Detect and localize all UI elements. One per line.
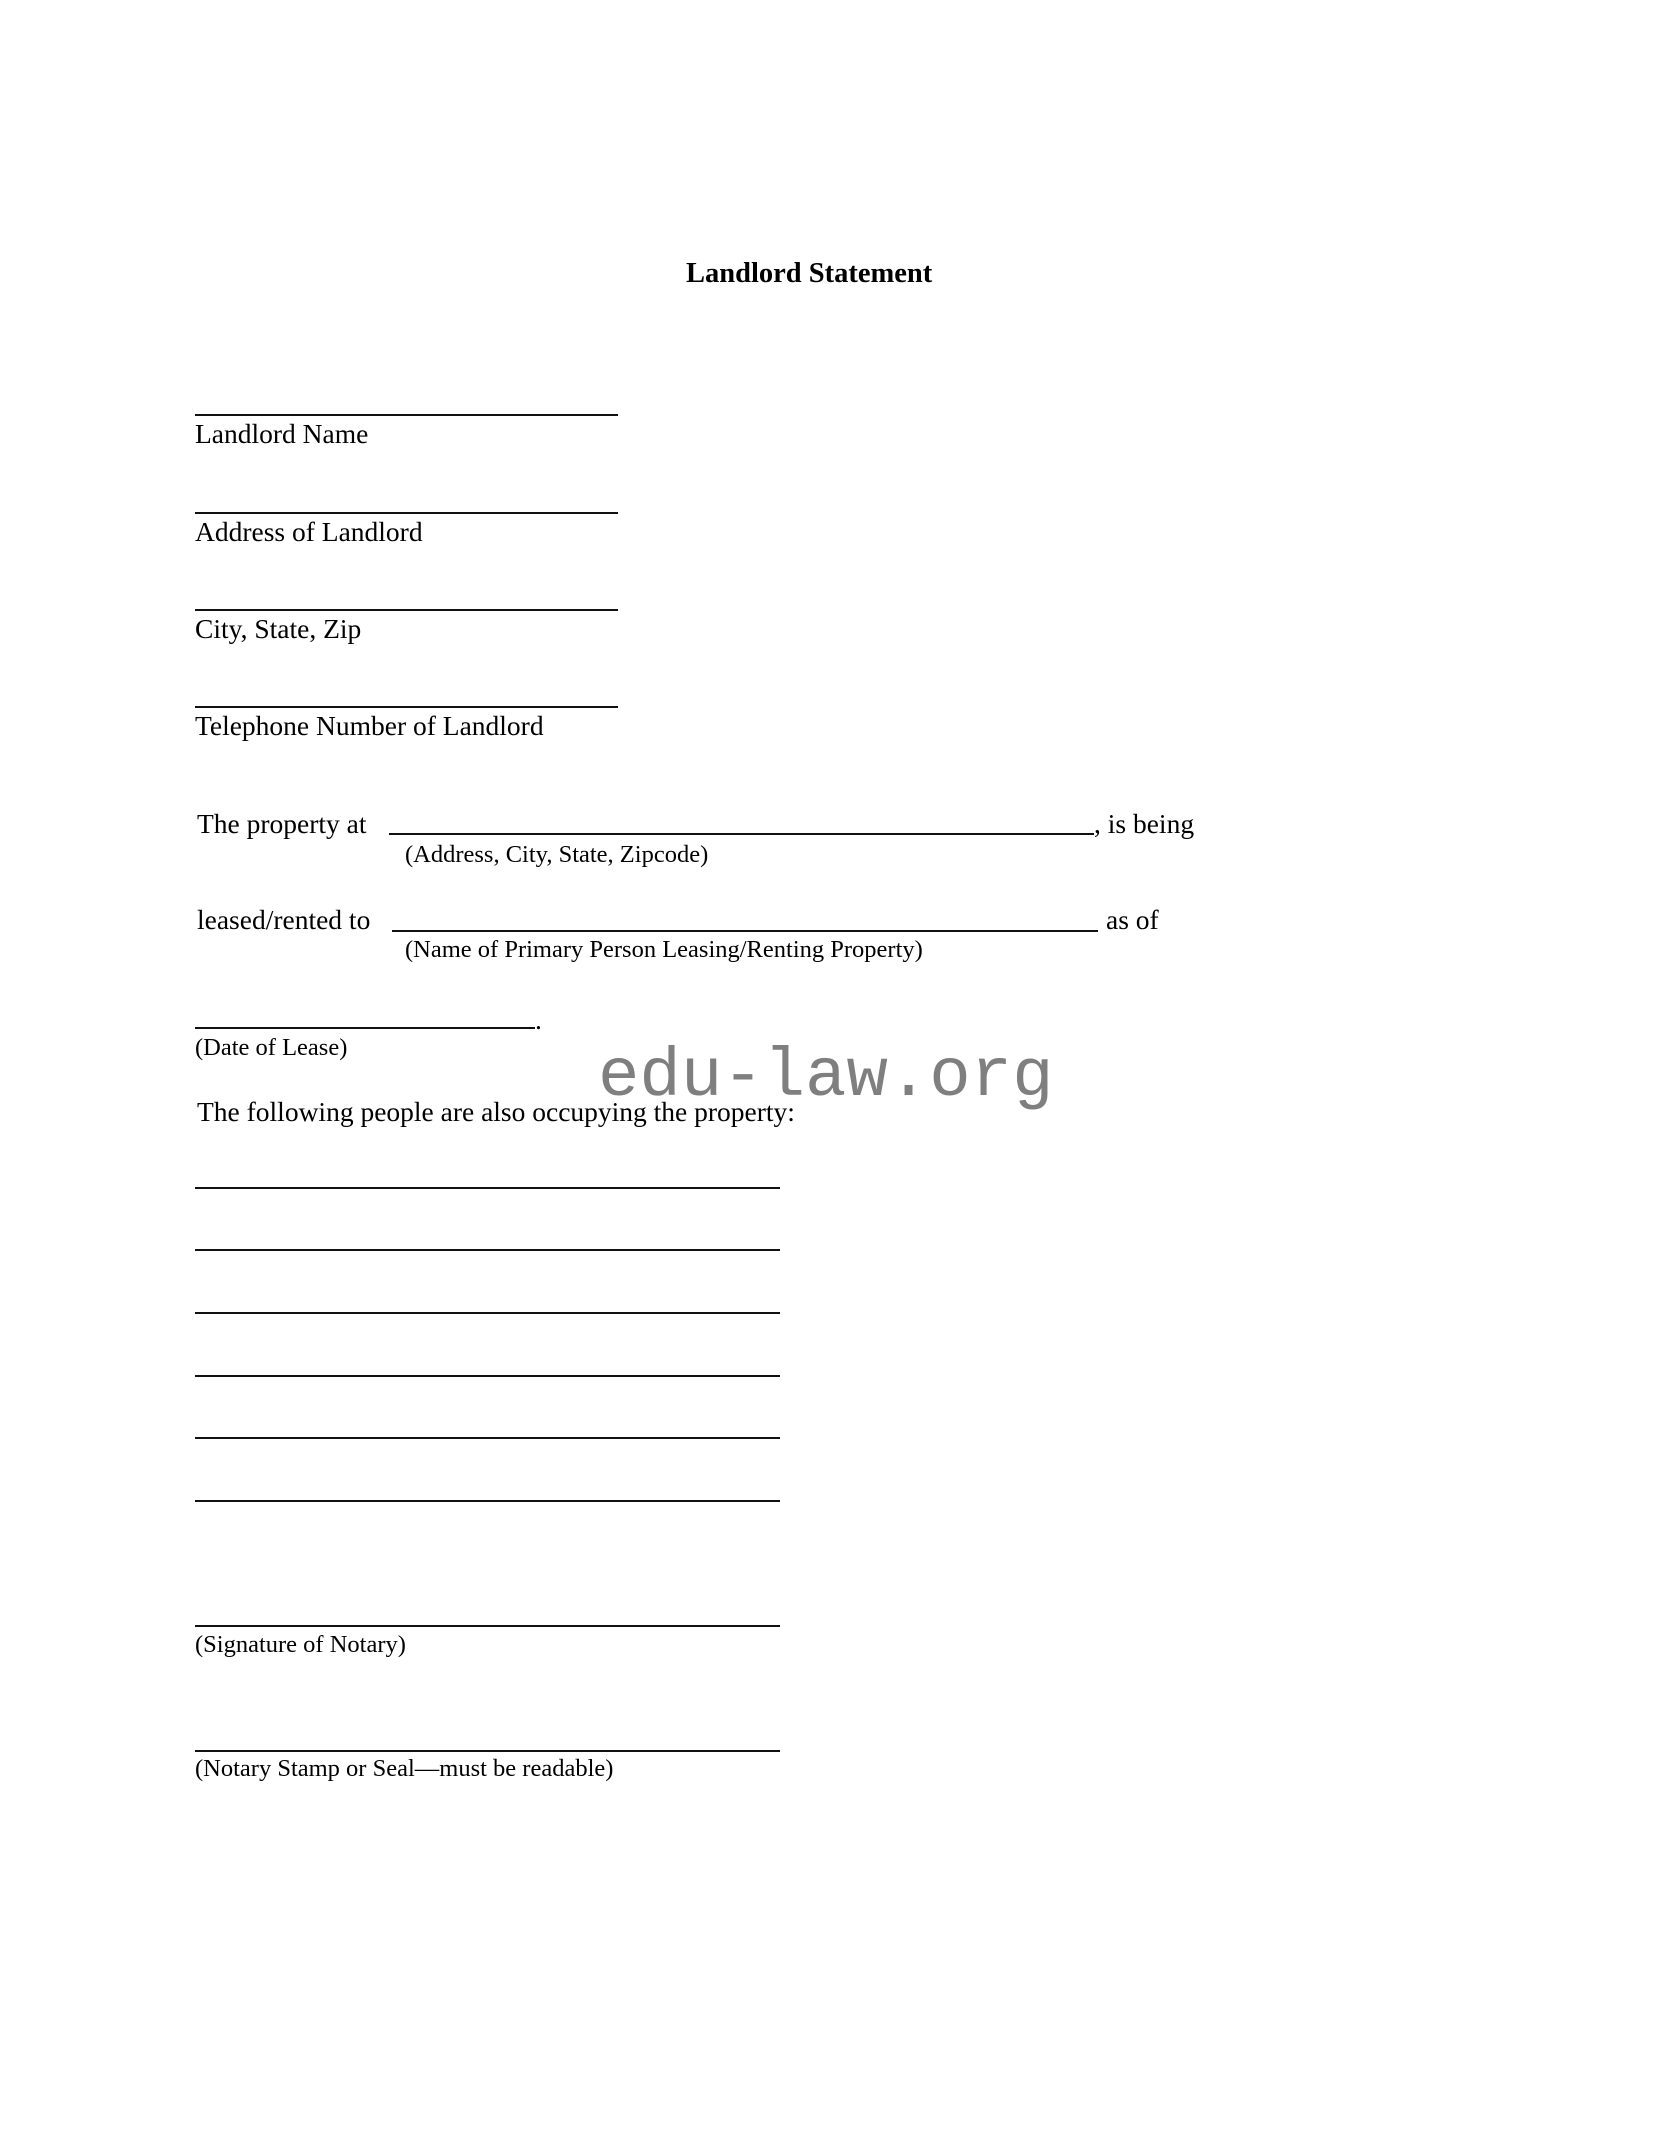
- lease-date-period: .: [535, 1004, 542, 1035]
- landlord-name-field[interactable]: [195, 414, 618, 416]
- landlord-city-state-zip-label: City, State, Zip: [195, 613, 362, 644]
- property-address-field[interactable]: [389, 833, 1094, 835]
- tenant-prefix: leased/rented to: [197, 904, 371, 935]
- landlord-phone-field[interactable]: [195, 706, 618, 708]
- landlord-city-state-zip-field[interactable]: [195, 609, 618, 611]
- notary-signature-label: (Signature of Notary): [195, 1631, 406, 1658]
- property-suffix: , is being: [1094, 808, 1195, 839]
- landlord-address-field[interactable]: [195, 512, 618, 514]
- property-address-hint: (Address, City, State, Zipcode): [405, 841, 709, 868]
- document-title: Landlord Statement: [686, 258, 933, 289]
- lease-date-field[interactable]: [195, 1027, 535, 1029]
- notary-stamp-field[interactable]: [195, 1750, 780, 1752]
- tenant-suffix: as of: [1106, 904, 1159, 935]
- occupant-line-4[interactable]: [195, 1375, 780, 1377]
- landlord-name-label: Landlord Name: [195, 418, 369, 449]
- occupant-line-2[interactable]: [195, 1249, 780, 1251]
- notary-stamp-label: (Notary Stamp or Seal—must be readable): [195, 1755, 614, 1782]
- notary-signature-field[interactable]: [195, 1625, 780, 1627]
- occupant-line-1[interactable]: [195, 1187, 780, 1189]
- property-prefix: The property at: [197, 808, 367, 839]
- occupant-line-5[interactable]: [195, 1437, 780, 1439]
- occupant-line-6[interactable]: [195, 1500, 780, 1502]
- occupants-heading: The following people are also occupying the property:: [197, 1096, 795, 1127]
- tenant-name-field[interactable]: [392, 930, 1098, 932]
- lease-date-hint: (Date of Lease): [195, 1034, 348, 1061]
- landlord-address-label: Address of Landlord: [195, 516, 423, 547]
- tenant-name-hint: (Name of Primary Person Leasing/Renting Property): [405, 936, 923, 963]
- landlord-phone-label: Telephone Number of Landlord: [195, 710, 544, 741]
- occupant-line-3[interactable]: [195, 1312, 780, 1314]
- watermark: edu-law.org: [598, 1038, 1054, 1116]
